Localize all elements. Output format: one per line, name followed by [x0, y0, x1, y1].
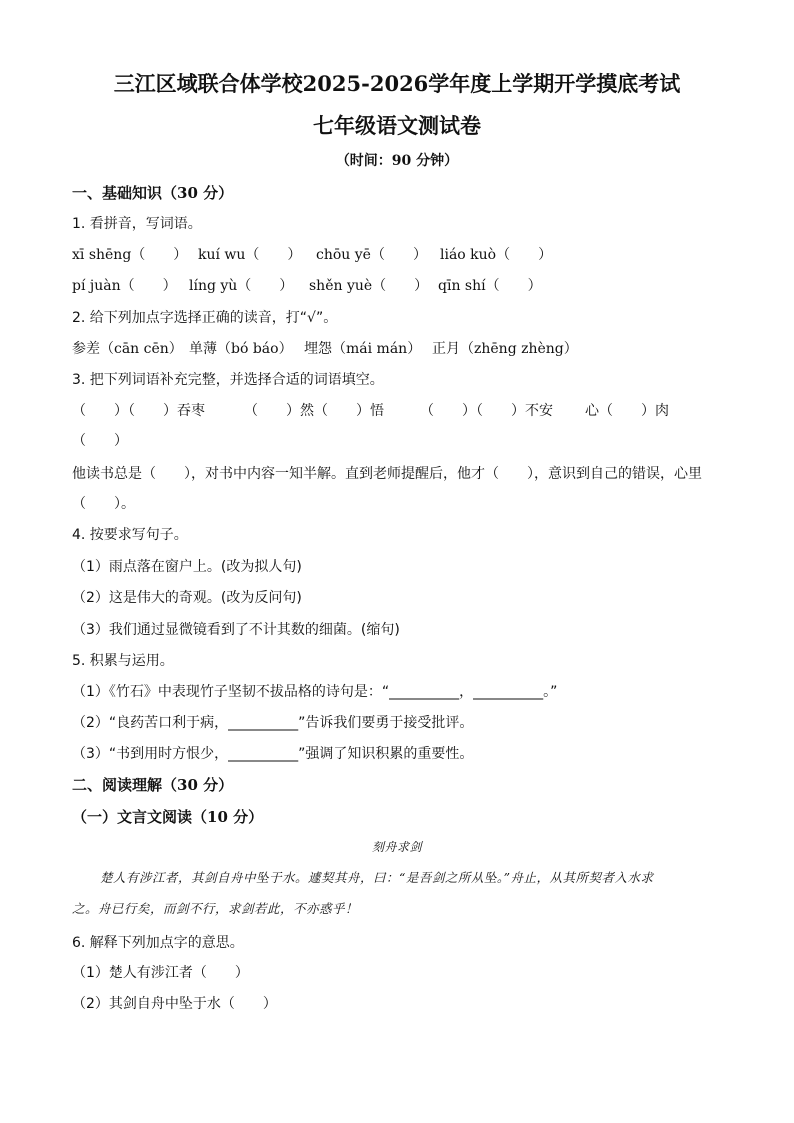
q1-pinyin-item: xī shēng（ ） — [72, 247, 188, 263]
passage-title: 刻舟求剑 — [371, 840, 422, 854]
q3-word: 心（ ）肉 — [585, 403, 669, 419]
q2-item: 参差（cān cēn） — [72, 341, 183, 357]
q3-word-cont: （ ） — [72, 433, 128, 449]
q2-prompt: 2. 给下列加点字选择正确的读音，打“√”。 — [72, 310, 338, 326]
q4-item: （3）我们通过显微镜看到了不计其数的细菌。(缩句) — [72, 622, 400, 638]
exam-title: 三江区域联合体学校2025-2026学年度上学期开学摸底考试 — [113, 71, 681, 96]
q1-pinyin-item: líng yù（ ） — [189, 278, 294, 294]
exam-time: （时间：90 分钟） — [335, 153, 459, 169]
q1-prompt: 1. 看拼音，写词语。 — [72, 216, 202, 232]
q3-sentence: 他读书总是（ ），对书中内容一知半解。直到老师提醒后，他才（ ），意识到自己的错误，心里 — [72, 466, 702, 482]
q3-sentence-cont: （ ）。 — [72, 496, 135, 512]
section2-heading: 二、阅读理解（30 分） — [72, 776, 234, 794]
q1-pinyin-item: kuí wu（ ） — [198, 247, 302, 263]
reading-part1-heading: （一）文言文阅读（10 分） — [72, 808, 264, 826]
q3-word: （ ）（ ）不安 — [420, 403, 553, 419]
q5-item: （2）“良药苦口利于病，__________”告诉我们要勇于接受批评。 — [72, 715, 474, 731]
q3-word: （ ）然（ ）悟 — [244, 403, 384, 419]
q1-pinyin-item: pí juàn（ ） — [72, 278, 177, 294]
q5-item: （1）《竹石》中表现竹子坚韧不拔品格的诗句是：“__________，__________。” — [72, 684, 558, 700]
section1-heading: 一、基础知识（30 分） — [72, 184, 234, 202]
q1-pinyin-item: liáo kuò（ ） — [440, 247, 553, 263]
q6-item: （1）楚人有涉江者（ ） — [72, 965, 249, 981]
q4-prompt: 4. 按要求写句子。 — [72, 527, 188, 543]
q4-item: （2）这是伟大的奇观。(改为反问句) — [72, 590, 302, 606]
q5-item: （3）“书到用时方恨少，__________”强调了知识积累的重要性。 — [72, 746, 474, 762]
q1-pinyin-item: qīn shí（ ） — [438, 278, 542, 294]
q4-item: （1）雨点落在窗户上。(改为拟人句) — [72, 559, 302, 575]
passage-text-line1: 楚人有涉江者，其剑自舟中坠于水。遽契其舟，曰：“是吾剑之所从坠。”舟止，从其所契者入水求 — [100, 870, 654, 885]
q2-item: 正月（zhēng zhèng） — [432, 341, 578, 357]
passage-text-line2: 之。舟已行矣，而剑不行，求剑若此，不亦惑乎！ — [72, 901, 359, 916]
q1-pinyin-item: shěn yuè（ ） — [309, 278, 429, 294]
q1-pinyin-item: chōu yē（ ） — [316, 247, 427, 263]
q6-prompt: 6. 解释下列加点字的意思。 — [72, 935, 244, 951]
q2-item: 埋怨（mái mán） — [304, 341, 422, 357]
q3-prompt: 3. 把下列词语补充完整，并选择合适的词语填空。 — [72, 372, 384, 388]
exam-subtitle: 七年级语文测试卷 — [313, 113, 481, 138]
q3-word: （ ）（ ）吞枣 — [72, 403, 205, 419]
q2-item: 单薄（bó báo） — [189, 341, 293, 357]
q6-item: （2）其剑自舟中坠于水（ ） — [72, 996, 277, 1012]
q5-prompt: 5. 积累与运用。 — [72, 653, 174, 669]
